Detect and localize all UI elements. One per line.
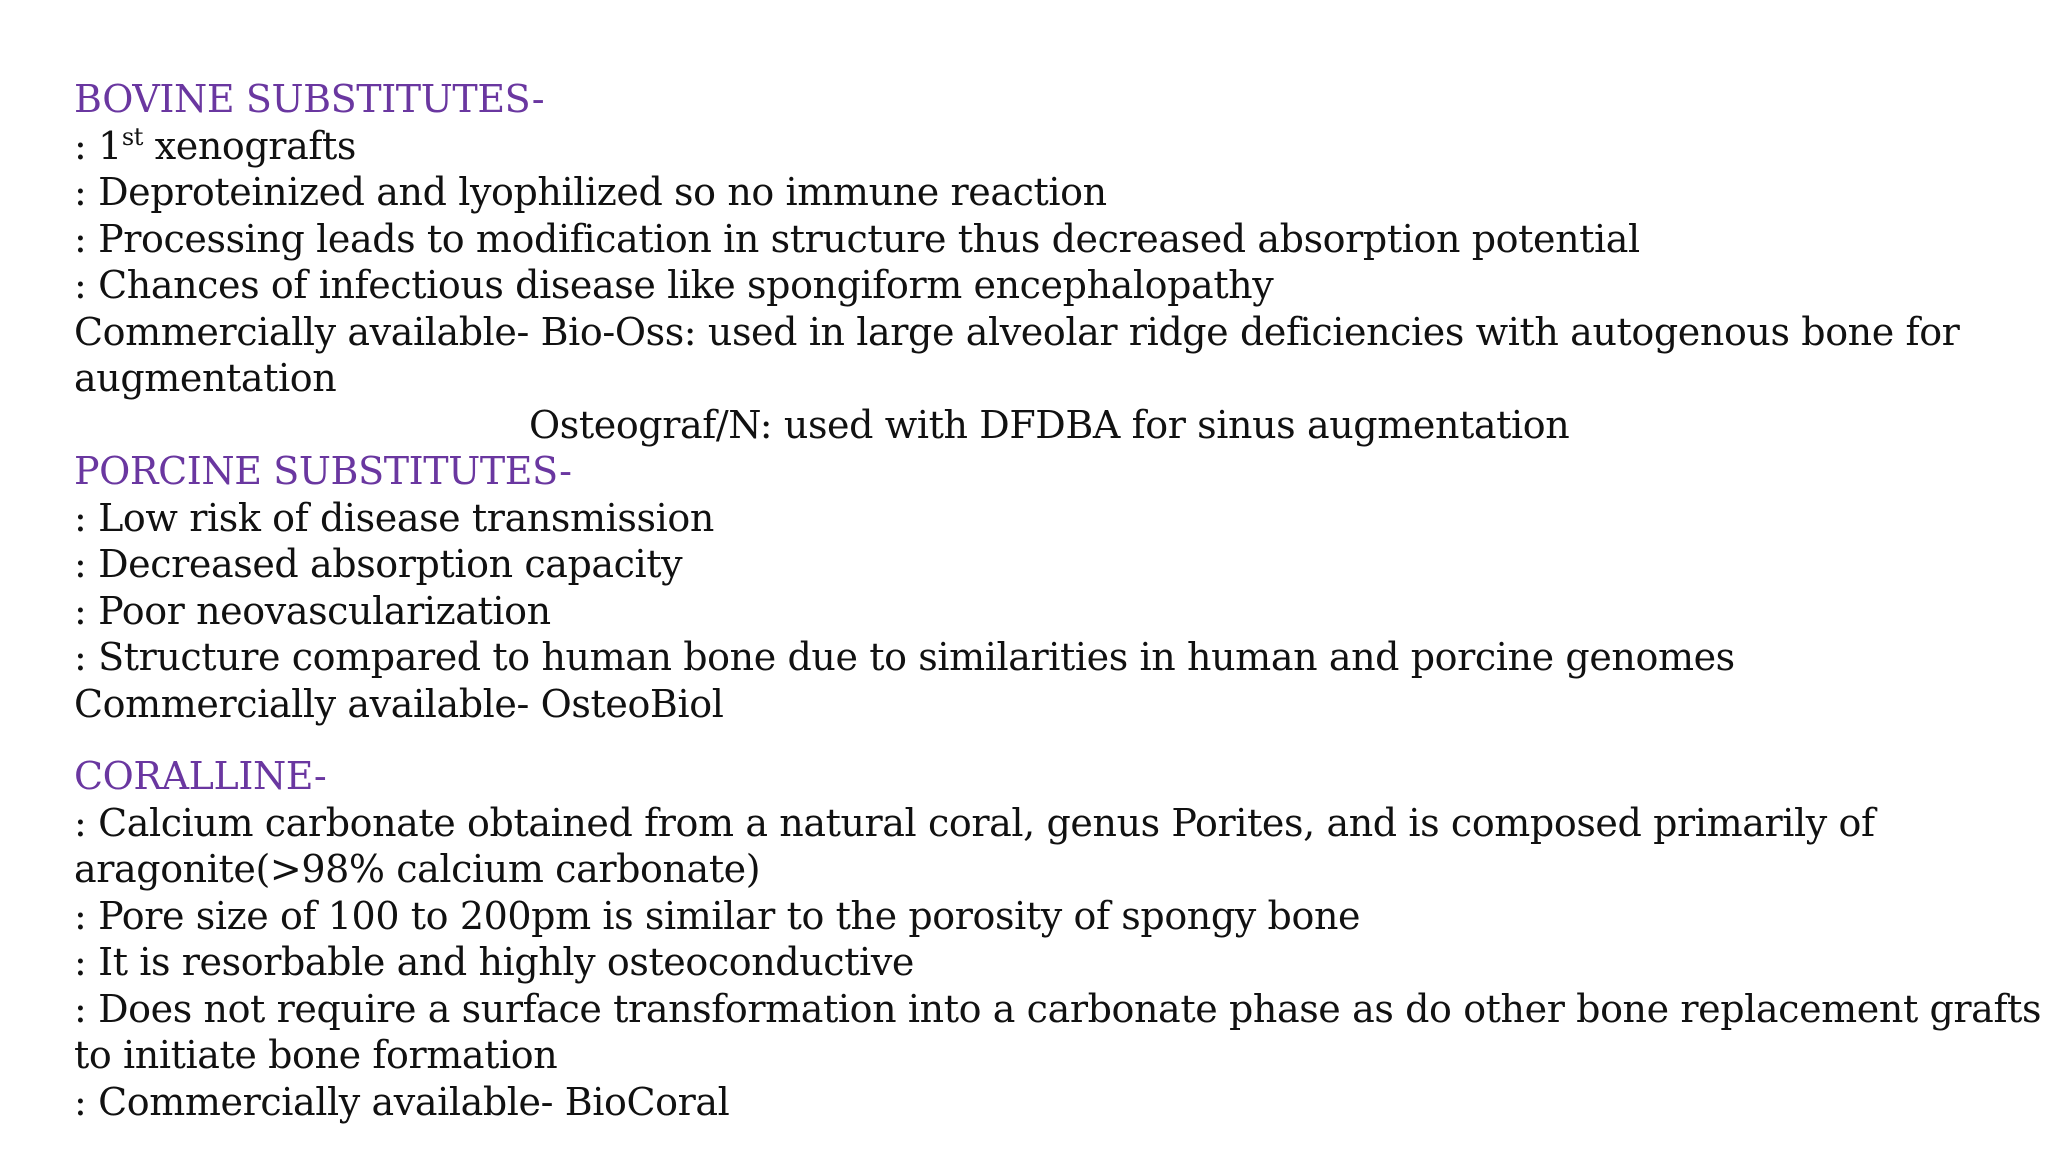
bovine-point-xenografts-suffix: xenografts	[143, 123, 356, 168]
bovine-commercial-bio-oss: Commercially available- Bio-Oss: used in large alveolar ridge deficiencies with autogenous bone for	[74, 309, 1960, 354]
coralline-point-surface-transformation-continued: to initiate bone formation	[74, 1033, 558, 1077]
bovine-point-xenografts-superscript: st	[121, 122, 144, 151]
bovine-commercial-osteograf: Osteograf/N: used with DFDBA for sinus augmentation	[529, 402, 1570, 447]
porcine-commercial-osteobiol: Commercially available- OsteoBiol	[74, 681, 724, 726]
coralline-point-pore-size: : Pore size of 100 to 200pm is similar to the porosity of spongy bone	[74, 893, 1361, 938]
bovine-commercial-bio-oss-continued: augmentation	[74, 356, 337, 400]
section-spacer	[74, 727, 1994, 753]
bovine-point-infectious: : Chances of infectious disease like spongiform encephalopathy	[74, 263, 1274, 307]
porcine-point-structure: : Structure compared to human bone due to similarities in human and porcine genomes	[74, 635, 1735, 679]
porcine-heading: PORCINE SUBSTITUTES-	[74, 449, 572, 493]
coralline-point-calcium-carbonate: : Calcium carbonate obtained from a natural coral, genus Porites, and is composed primarily of	[74, 800, 1875, 845]
slide-content	[74, 76, 2042, 1125]
bovine-point-xenografts	[74, 123, 1994, 170]
coralline-point-resorbable: : It is resorbable and highly osteoconductive	[74, 940, 914, 984]
bovine-point-deproteinized: : Deproteinized and lyophilized so no immune reaction	[74, 170, 1107, 214]
coralline-point-surface-transformation: : Does not require a surface transformation into a carbonate phase as do other bone replacement grafts	[74, 986, 2042, 1031]
porcine-point-neovascularization: : Poor neovascularization	[74, 588, 551, 633]
porcine-point-absorption: : Decreased absorption capacity	[74, 542, 683, 586]
bovine-point-processing: : Processing leads to modification in structure thus decreased absorption potential	[74, 216, 1640, 261]
coralline-commercial-biocoral: : Commercially available- BioCoral	[74, 1079, 730, 1124]
bovine-heading: BOVINE SUBSTITUTES-	[74, 77, 545, 121]
coralline-heading: CORALLINE-	[74, 754, 327, 798]
bovine-point-xenografts-prefix: : 1	[74, 123, 122, 168]
porcine-point-disease-risk: : Low risk of disease transmission	[74, 495, 714, 540]
coralline-point-calcium-carbonate-continued: aragonite(>98% calcium carbonate)	[74, 847, 761, 891]
